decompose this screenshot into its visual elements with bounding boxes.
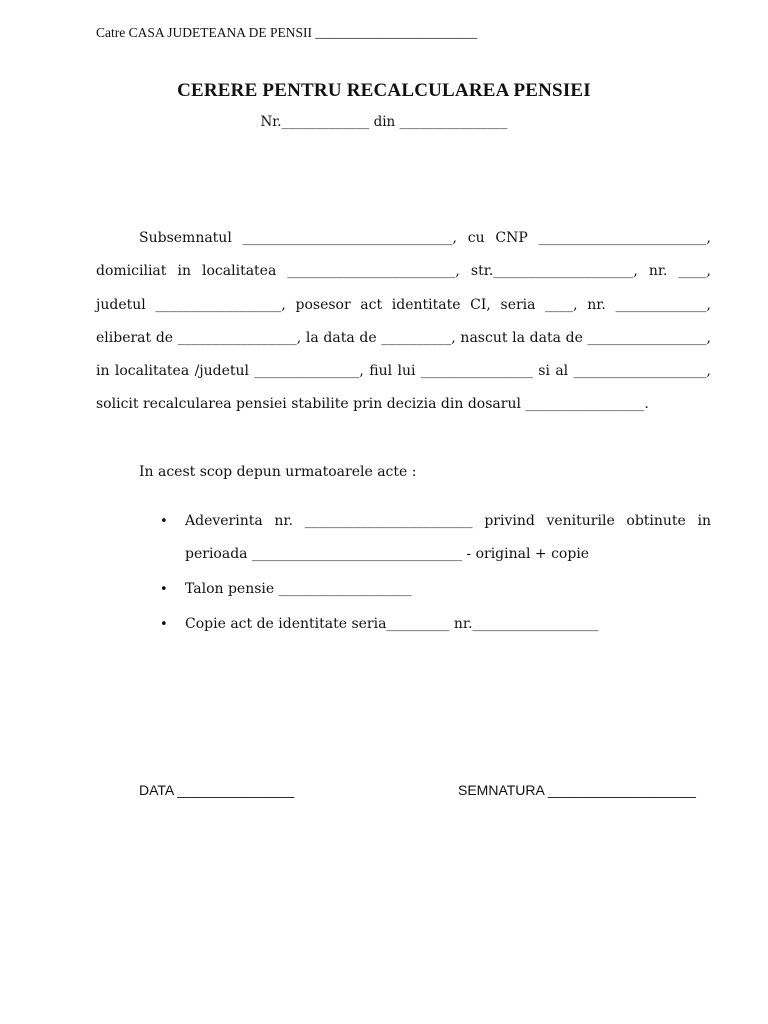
applicant-details-paragraph	[96, 222, 711, 422]
bullet-icon: •	[160, 582, 168, 597]
list-item	[160, 573, 711, 606]
body-text: Subsemnatul ______________________________, cu CNP ________________________, domiciliat in localitatea ________________________, str.____________________, nr. ____, judetul __________________, posesor act identitate CI, seria ____, nr. _____________, eliberat de _________________, la data de __________, nascut la data de _________________, in localitatea /judetul _______________, fiul lui ________________ si al ___________________, solicit recalcularea pensiei stabilite prin decizia din dosarul _________________.	[96, 230, 711, 413]
document-title: CERERE PENTRU RECALCULAREA PENSIEI	[177, 80, 591, 101]
registration-number-line: Nr._____________ din ________________	[260, 114, 508, 130]
list-item	[160, 608, 711, 641]
attachment-text: Copie act de identitate seria_________ nr.__________________	[185, 616, 599, 632]
bullet-icon: •	[160, 617, 168, 632]
attachment-text: Adeverinta nr. ________________________ privind veniturile obtinute in perioada ______________________________ - original + copie	[185, 513, 711, 562]
signature-field-label: SEMNATURA ___________________	[458, 782, 696, 798]
list-item	[160, 505, 711, 571]
attachments-intro: In acest scop depun urmatoarele acte :	[139, 464, 417, 480]
date-field-label: DATA _______________	[139, 782, 295, 798]
addressee-line: Catre CASA JUDETEANA DE PENSII ________________________	[96, 25, 478, 40]
attachment-text: Talon pensie ___________________	[185, 581, 412, 597]
bullet-icon: •	[160, 514, 168, 529]
attachments-list	[160, 505, 711, 641]
